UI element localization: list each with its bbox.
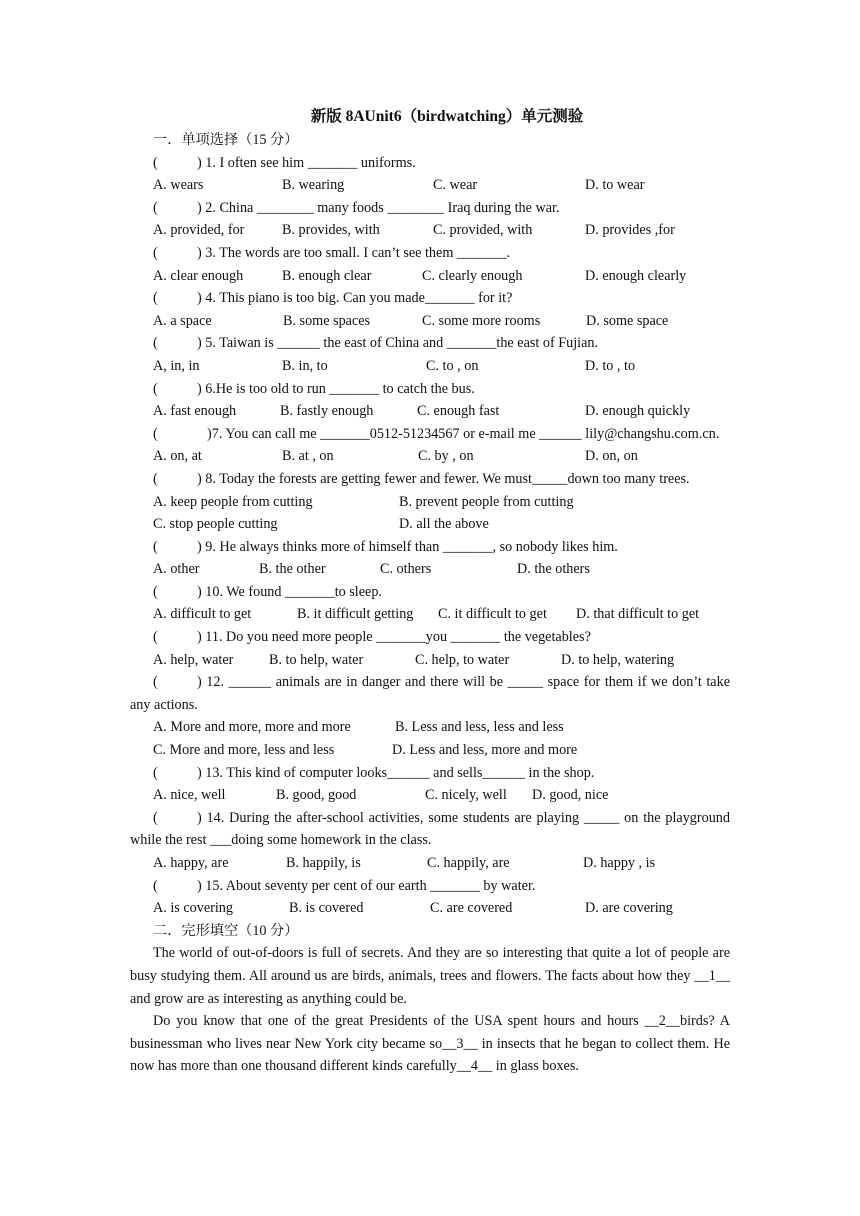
question — [130, 242, 730, 265]
question — [130, 762, 730, 785]
question — [130, 378, 730, 401]
answer-blank: ( — [153, 335, 158, 352]
answer-blank: ( — [153, 154, 158, 171]
answer-blank: ( — [153, 629, 158, 646]
option: B. is covered — [289, 900, 364, 917]
option: D. on, on — [585, 448, 638, 465]
option: C. provided, with — [433, 222, 533, 239]
option: D. good, nice — [532, 787, 609, 804]
question — [130, 152, 730, 175]
option: B. enough clear — [282, 267, 372, 284]
option: A. other — [153, 561, 200, 578]
option: A. on, at — [153, 448, 202, 465]
options-row — [130, 265, 730, 288]
question-text: ) 6.He is too old to run _______ to catch the bus. — [197, 380, 475, 397]
option: C. nicely, well — [425, 787, 507, 804]
question-text: ) 12. ______ animals are in danger and there will be _____ space for them if we don’t take any actions. — [130, 674, 730, 713]
option: C. stop people cutting — [153, 516, 278, 533]
question-text: ) 15. About seventy per cent of our earth _______ by water. — [197, 877, 536, 894]
options-row — [130, 739, 730, 762]
option: A. provided, for — [153, 222, 245, 239]
option: B. it difficult getting — [297, 606, 414, 623]
question — [130, 197, 730, 220]
question-text: ) 8. Today the forests are getting fewer and fewer. We must_____down too many trees. — [197, 470, 690, 487]
options-row — [130, 784, 730, 807]
question — [130, 671, 730, 716]
question-text: ) 10. We found _______to sleep. — [197, 583, 382, 600]
options-row — [130, 513, 730, 536]
option: A. happy, are — [153, 855, 229, 871]
option: D. to wear — [585, 177, 645, 194]
option: A. help, water — [153, 651, 234, 668]
options-row — [130, 716, 730, 739]
option: D. happy , is — [583, 855, 656, 871]
options-row — [130, 897, 730, 920]
option: C. happily, are — [427, 855, 510, 871]
option: A. difficult to get — [153, 606, 252, 623]
option: C. by , on — [418, 448, 474, 465]
option: A. clear enough — [153, 267, 244, 284]
question — [130, 287, 730, 310]
option: B. happily, is — [286, 855, 361, 871]
document-page — [130, 105, 730, 1078]
option: C. to , on — [426, 357, 479, 374]
option: D. that difficult to get — [576, 606, 700, 623]
answer-blank: ( — [153, 425, 158, 442]
options-row — [130, 491, 730, 514]
answer-blank: ( — [153, 877, 158, 894]
question-text: ) 11. Do you need more people _______you _______ the vegetables? — [197, 629, 591, 646]
option: A. a space — [153, 312, 212, 329]
options-row — [130, 174, 730, 197]
page-title: 新版 8AUnit6（birdwatching）单元测验 — [310, 108, 584, 125]
answer-blank: ( — [153, 199, 158, 216]
question-text: ) 5. Taiwan is ______ the east of China and _______the east of Fujian. — [197, 335, 599, 352]
option: B. at , on — [282, 448, 334, 465]
answer-blank: ( — [153, 290, 158, 307]
option: A, in, in — [153, 357, 200, 374]
question — [130, 332, 730, 355]
answer-blank: ( — [153, 583, 158, 600]
answer-blank: ( — [153, 244, 158, 261]
option: B. Less and less, less and less — [395, 719, 564, 736]
option: D. Less and less, more and more — [392, 742, 578, 759]
option: B. fastly enough — [280, 403, 374, 420]
option: D. all the above — [399, 516, 489, 533]
options-row — [130, 852, 730, 875]
option: B. the other — [259, 561, 326, 578]
option: D. some space — [586, 312, 669, 329]
option: B. some spaces — [283, 312, 371, 329]
options-row — [130, 445, 730, 468]
option: C. it difficult to get — [438, 606, 547, 623]
question-text: ) 13. This kind of computer looks______ and sells______ in the shop. — [197, 764, 595, 781]
option: A. keep people from cutting — [153, 493, 313, 510]
option: A. wears — [153, 177, 204, 194]
option: D. enough clearly — [585, 267, 687, 284]
option: D. to , to — [585, 357, 636, 374]
answer-blank: ( — [153, 674, 158, 691]
option: A. fast enough — [153, 403, 237, 420]
question — [130, 536, 730, 559]
answer-blank: ( — [153, 470, 158, 487]
options-row — [130, 219, 730, 242]
question-text: ) 1. I often see him _______ uniforms. — [197, 154, 416, 171]
option: A. is covering — [153, 900, 233, 917]
option: B. good, good — [276, 787, 357, 804]
option: C. enough fast — [417, 403, 500, 420]
answer-blank: ( — [153, 380, 158, 397]
question-text: ) 4. This piano is too big. Can you made_______ for it? — [197, 290, 513, 307]
option: A. More and more, more and more — [153, 719, 351, 736]
question-text: ) 9. He always thinks more of himself than _______, so nobody likes him. — [197, 538, 618, 555]
option: A. nice, well — [153, 787, 226, 804]
question — [130, 581, 730, 604]
question — [130, 468, 730, 491]
option: C. wear — [433, 177, 478, 194]
answer-blank: ( — [153, 809, 158, 826]
option: D. are covering — [585, 900, 673, 917]
section-heading: 一．单项选择（15 分） — [153, 132, 299, 148]
option: B. prevent people from cutting — [399, 493, 574, 510]
option: C. others — [380, 561, 432, 578]
options-row — [130, 355, 730, 378]
options-row — [130, 558, 730, 581]
passage-paragraph: Do you know that one of the great Presidents of the USA spent hours and hours __2__birds? A businessman who lives near New York city became so__3__ in insects that he began to collect them. He now has more than one thousand different kinds carefully__4__ in glass boxes. — [130, 1013, 730, 1075]
option: D. enough quickly — [585, 403, 691, 420]
option: B. to help, water — [269, 651, 364, 668]
question-text: ) 2. China ________ many foods ________ Iraq during the war. — [197, 199, 560, 216]
question — [130, 626, 730, 649]
option: C. More and more, less and less — [153, 742, 335, 759]
option: B. provides, with — [282, 222, 380, 239]
options-row — [130, 603, 730, 626]
option: B. in, to — [282, 357, 328, 374]
passage-paragraph: The world of out-of-doors is full of secrets. And they are so interesting that quite a lot of people are busy studying them. All around us are birds, animals, trees and flowers. The facts about how they __1__ and grow are as interesting as anything could be. — [130, 945, 730, 1007]
section-heading: 二．完形填空（10 分） — [153, 922, 299, 939]
answer-blank: ( — [153, 764, 158, 781]
option: C. are covered — [430, 900, 513, 917]
option: C. help, to water — [415, 651, 510, 668]
question-text: ) 14. During the after-school activities, some students are playing _____ on the playground while the rest ___doing some homework in the class. — [130, 809, 730, 849]
question — [130, 423, 730, 446]
question-text: )7. You can call me _______0512-51234567 or e-mail me ______ lily@changshu.com.cn. — [207, 425, 720, 442]
options-row — [130, 400, 730, 423]
question-text: ) 3. The words are too small. I can’t see them _______. — [197, 244, 511, 261]
answer-blank: ( — [153, 538, 158, 555]
option: D. provides ,for — [585, 222, 675, 239]
question — [130, 807, 730, 852]
options-row — [130, 649, 730, 672]
option: C. some more rooms — [422, 312, 541, 329]
option: D. to help, watering — [561, 651, 675, 668]
option: C. clearly enough — [422, 267, 523, 284]
option: D. the others — [517, 561, 590, 578]
question — [130, 875, 730, 898]
option: B. wearing — [282, 177, 345, 194]
options-row — [130, 310, 730, 333]
